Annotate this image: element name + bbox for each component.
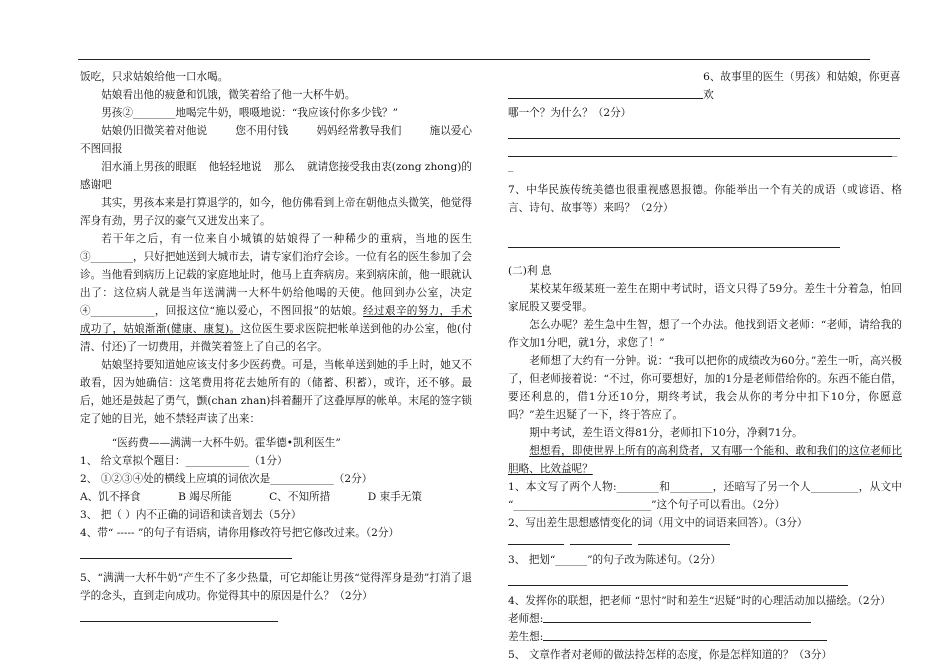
bill-quote: “医药费——满满一大杯牛奶。霍华德•凯利医生” [111,437,341,449]
option-d: D 束手无策 [367,491,422,503]
right-question-7: 7、中华民族传统美德也很重视感恩报德。你能举出一个有关的成语（或谚语、格言、诗句、故事等）来吗？（2分） [508,184,902,214]
answer-lines-q2 [508,534,902,545]
answer-line-q7[interactable] [508,237,840,248]
student-thought-label: 差生想: [508,631,544,643]
lixi-paragraph-5 [508,442,902,478]
story-line-6: 泪水涌上男孩的眼眶 他轻轻地说 那么 就请您接受我由衷(zong zhong)的 [101,161,472,173]
story-line-2: 姑娘看出他的疲惫和饥饿，微笑着给了他一大杯牛奶。 [101,89,356,101]
story-line-4: 姑娘仍旧微笑着对他说 您不用付钱 妈妈经常教导我们 施以爱心 [101,125,472,137]
left-question-4: 4、带“ ----- ”的句子有语病，请你用修改符号把它修改过来。（2分） [80,527,400,539]
underlined-sentence: 经过艰辛的努力，手术成功了，姑娘渐渐(健康、康复)。 [80,305,472,335]
story-paragraph-2: 若干年之后，有一位来自小城镇的姑娘得了一种稀少的重病，当地的医生③________，只好把她送到大城市去，请专家们治疗会诊。一位有名的医生参加了会诊。当他看到病历上记载的家庭地址时，他马上直奔病房。来到病床前，他一眼就认出了：这位病人就是当年送满满一大杯牛奶给他喝的天使。他回到办公室，决定④____________，回报这位“施以爱心，不图回报”的姑娘。经过艰辛的努力，手术成功了，姑娘渐渐(健康、康复)。这位医生要求医院把帐单送到他的办公室，他(付清、付还)了一切费用，并微笑着签上了自己的名字。 [80,233,472,353]
lixi-paragraph-4: 期中考试，差生语文得81分，老师扣下10分，净剩71分。 [529,427,803,439]
answer-line-q2-3[interactable] [638,534,730,545]
left-question-1: 1、 给文章拟个题目：____________（1分） [80,455,288,467]
section-title-lixi: (二)利 息 [508,265,552,277]
answer-line-q2-1[interactable] [508,534,564,545]
lixi-paragraph-2: 怎么办呢？差生急中生智，想了一个办法。他找到语文老师：“老师，请给我的作文加1分吧，就1分，求您了！” [508,319,902,349]
story-paragraph-3: 姑娘坚持要知道她应该支付多少医药费。可是，当帐单送到她的手上时，她又不敢看，因为她确信：这笔费用将花去她所有的（储蓄、积蓄），或许，还不够。最后，她还是鼓起了勇气，颤(chan zhan)抖着翻开了这叠厚厚的帐单。末尾的签字锁定了她的目光，她不禁轻声读了出来： [80,359,472,425]
answer-line-student[interactable] [543,630,827,641]
left-column [80,68,472,622]
answer-line-q2-2[interactable] [570,534,632,545]
right-question-4: 4、发挥你的联想，把老师 “思忖”时和差生“迟疑”时的心理活动加以描绘。（2分） [508,595,891,607]
story-line-3: 男孩②________地喝完牛奶，喂嗫地说：“我应该付你多少钱？” [101,107,399,119]
answer-line-q4[interactable] [80,548,292,559]
teacher-thought-label: 老师想: [508,613,544,625]
story-line-1: 饭吃，只求姑娘给他一口水喝。 [80,71,229,83]
top-rule [78,59,870,60]
lixi-paragraph-1: 某校某年级某班一差生在期中考试时，语文只得了59分。差生十分着急，怕回家屁股又要受罪。 [508,283,902,313]
answer-line-q5[interactable] [80,611,278,622]
option-b: B 竭尽所能 [178,491,232,503]
right-question-6-cont: 哪一个？为什么？（2分） [508,107,632,119]
answer-line-q6-c: _ [508,160,514,172]
story-line-7: 感谢吧 [80,179,112,191]
story-line-5: 不图回报 [80,143,123,155]
answer-line-q6-a[interactable] [508,128,900,139]
left-question-2: 2、 ①②③④处的横线上应填的词依次是____________（2分） [80,473,373,485]
right-question-2: 2、写出差生思想感情变化的词（用文中的词语来回答）。（3分） [508,517,808,529]
right-question-3: 3、 把划“______”的句子改为陈述句。（2分） [508,554,722,566]
left-question-5: 5、“满满一大杯牛奶”产生不了多少热量，可它却能让男孩“觉得浑身是劲”打消了退学的念头，直到走向成功。你觉得其中的原因是什么？（2分） [80,572,472,602]
lixi-paragraph-3: 老师想了大约有一分钟。说：“我可以把你的成绩改为60分。”差生一听，高兴极了，但老师接着说：“不过，你可要想好，加的1分是老师借给你的。东西不能白借，要还利息的，借1分还10分，期终考试，我会从你的考分中扣下10分，你愿意吗？”差生迟疑了一下，终于答应了。 [508,355,902,421]
option-c: C、不知所措 [269,491,331,503]
right-question-5: 5、 文章作者对老师的做法持怎样的态度，你是怎样知道的？（3分） [508,649,833,661]
answer-line-q5-cont[interactable] [508,88,703,99]
answer-options [80,488,472,506]
right-question-1: 1、本文写了两个人物:________和________，还暗写了另一个人_________，从文中 “__________________________”这个句子可以看出。（2分） [508,481,902,511]
answer-line-teacher[interactable] [543,612,811,623]
right-question-6: 6、故事里的医生（男孩）和姑娘，你更喜欢 [508,68,902,104]
left-question-3: 3、 把（ ）内不正确的词语和读音划去（5分） [80,509,302,521]
underlined-rhetorical-question: 想想看，即使世界上所有的高利贷者，又有哪一个能和、敢和我们的这位老师比胆略、比效益呢？ [508,445,902,475]
answer-line-q3[interactable] [508,575,848,586]
answer-line-q6-b[interactable] [508,146,892,157]
story-paragraph-1: 其实，男孩本来是打算退学的，如今，他仿佛看到上帝在朝他点头微笑，他觉得浑身有劲，男子汉的豪气又迸发出来了。 [80,197,472,227]
right-column: 6、故事里的医生（男孩）和姑娘，你更喜欢 哪一个？为什么？（2分） _ _ 7、中华民族传统美德也很重视感恩报德。你能举出一个有关的成语（或谚语、格言、诗句、故事等）来吗？（2分） (二)利 息 某校某年级某班一差生在期中考试时，语文只得了59分。差生十分着急，怕回家屁股又要受罪。 怎么办呢？差生急中生智，想了一个办法。他找到语文老师：“老师，请给我的作文加1分吧，就1分，求您了！” 老师想了大约有一分钟。说：“我可以把你的成绩改为60分。”差生一听，高兴极了，但老师接着说：“不过，你可要想好，加的1分是老师借给你的。东西不能白借，要还利息的，借1分还10分，期终考试，我会从你的考分中扣下10分，你愿意吗？”差生迟疑了一下，终于答应了。 期中考试，差生语文得81分，老师扣下10分，净剩71分。 想想看，即使世界上所有的高利贷者，又有哪一个能和、敢和我们的这位老师比胆略、比效益呢？ 1、本文写了两个人物:________和________，还暗写了另一个人_________，从文中 “__________________________”这个句子可以看出。（2分） 2、写出差生思想感情变化的词（用文中的词语来回答）。（3分） 3、 把划“______”的句子改为陈述句。（2分） 4、发挥你的联想，把老师 “思忖”时和差生“迟疑”时的心理活动加以描绘。（2分） 老师想: 差生想: 5、 文章作者对老师的做法持怎样的态度，你是怎样知道的？（3分） [508,68,902,664]
option-a: A、饥不择食 [80,491,141,503]
